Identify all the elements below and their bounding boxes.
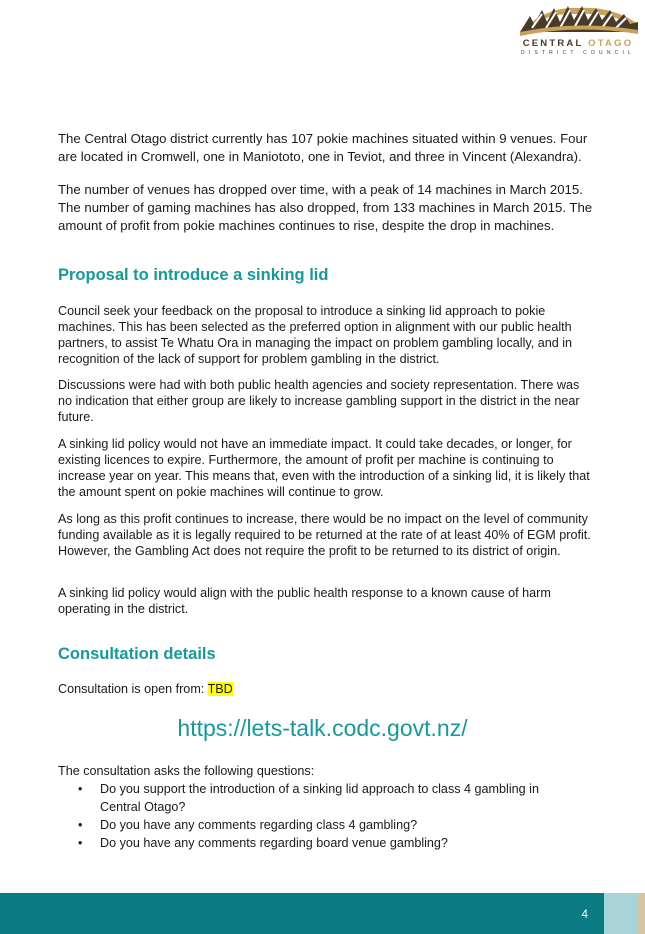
logo-word-otago: OTAGO <box>588 38 634 49</box>
footer-bar <box>0 893 604 934</box>
proposal-paragraph-3: A sinking lid policy would not have an immediate impact. It could take decades, or longer, for existing licences to expire. Furthermore, the amount of profit per machine is continuing to increase year on year. This means that, even with the introduction of a sinking lid, it is likely that the amount spent on pokie machines will continue to grow. <box>58 437 590 499</box>
proposal-paragraph-1: Council seek your feedback on the proposal to introduce a sinking lid approach to pokie machines. This has been selected as the preferred option in alignment with our public health partners, to assist Te Whatu Ora in managing the impact on problem gambling locally, and in recognition of the lack of support for problem gambling in the district. <box>58 304 573 366</box>
questions-intro: The consultation asks the following questions: <box>58 764 315 778</box>
bullet-icon: • <box>78 782 83 796</box>
intro-section-2 <box>58 181 594 235</box>
intro-paragraph-1: The Central Otago district currently has 107 pokie machines situated within 9 venues. Four are located in Cromwell, one in Maniototo, one in Teviot, and three in Vincent (Alexandra). <box>58 131 588 164</box>
question-item <box>58 816 578 834</box>
logo-subtitle: DISTRICT COUNCIL <box>520 50 636 56</box>
proposal-p1-wrap <box>58 303 594 367</box>
proposal-p4-wrap <box>58 511 594 559</box>
proposal-p5-wrap <box>58 585 594 617</box>
consultation-link[interactable]: https://lets-talk.codc.govt.nz/ <box>177 715 468 741</box>
logo-word-central: CENTRAL <box>522 38 584 49</box>
proposal-p3-wrap <box>58 436 594 500</box>
consultation-open-line <box>58 681 594 697</box>
footer-band-light <box>604 893 638 934</box>
proposal-heading: Proposal to introduce a sinking lid <box>58 266 329 284</box>
council-logo <box>512 2 642 58</box>
bullet-icon: • <box>78 836 83 850</box>
logo-wordmark <box>516 38 640 49</box>
footer-band-sand <box>638 893 645 934</box>
proposal-paragraph-2: Discussions were had with both public health agencies and society representation. There was no indication that either group are likely to increase gambling support in the district in the near future. <box>58 378 580 424</box>
question-text: Do you support the introduction of a sinking lid approach to class 4 gambling in Central Otago? <box>100 782 539 814</box>
intro-paragraph-2: The number of venues has dropped over time, with a peak of 14 machines in March 2015. The number of gaming machines has also dropped, from 133 machines in March 2015. The amount of profit from pokie machines continues to rise, despite the drop in machines. <box>58 182 593 233</box>
question-text: Do you have any comments regarding class 4 gambling? <box>100 818 418 832</box>
page-number: 4 <box>581 907 588 921</box>
consultation-heading: Consultation details <box>58 645 216 663</box>
proposal-heading-wrap <box>58 265 594 285</box>
proposal-p2-wrap <box>58 377 594 425</box>
consultation-open-wrap <box>58 681 594 697</box>
question-text: Do you have any comments regarding board venue gambling? <box>100 836 448 850</box>
consultation-open-value: TBD <box>207 682 233 696</box>
proposal-paragraph-4: As long as this profit continues to increase, there would be no impact on the level of community funding available as it is legally required to be returned at the rate of at least 40% of EGM profit. However, the Gambling Act does not require the profit to be returned to its district of origin. <box>58 512 591 558</box>
question-item <box>58 834 578 852</box>
question-item <box>58 780 578 816</box>
consultation-heading-wrap <box>58 644 594 664</box>
bullet-icon: • <box>78 818 83 832</box>
intro-section <box>58 130 594 166</box>
consultation-open-label: Consultation is open from: <box>58 682 208 696</box>
proposal-paragraph-5: A sinking lid policy would align with the public health response to a known cause of harm operating in the district. <box>58 586 551 616</box>
questions-list <box>58 780 578 852</box>
mountain-logo-icon <box>516 2 640 36</box>
questions-list-wrap <box>58 780 578 852</box>
questions-intro-wrap <box>58 763 594 779</box>
